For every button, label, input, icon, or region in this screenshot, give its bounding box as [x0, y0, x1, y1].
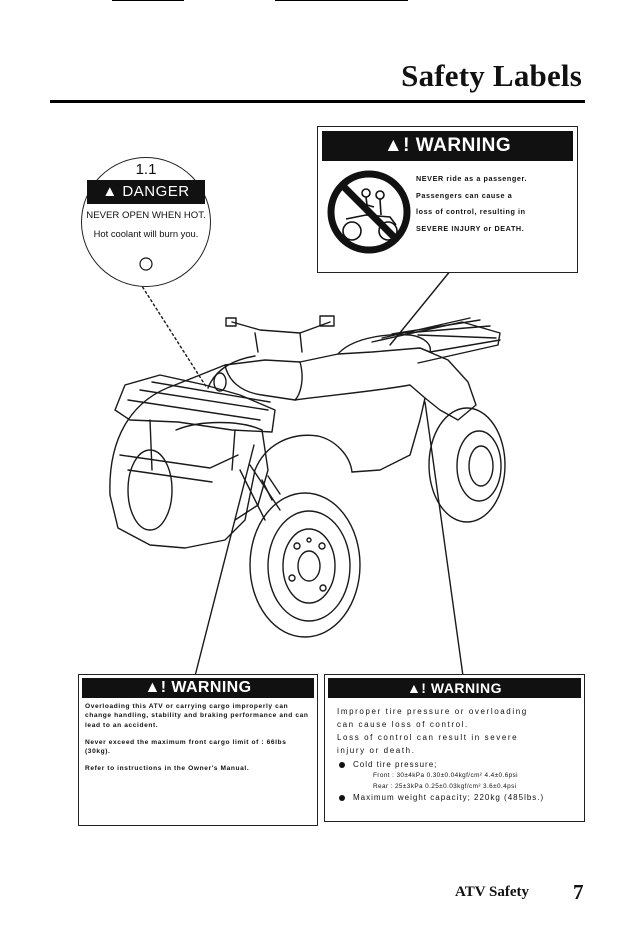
passenger-warning-line-2: Passengers can cause a: [416, 190, 513, 200]
bullet-dot-icon: [339, 795, 345, 801]
no-passenger-icon: [326, 169, 412, 255]
cargo-warning-label: [78, 674, 318, 826]
danger-heading: DANGER: [122, 183, 190, 200]
cargo-warning-para-2: Never exceed the maximum front cargo limit of : 66lbs (30kg).: [85, 738, 287, 756]
passenger-warning-text: [416, 171, 574, 237]
warning-triangle-icon: ▲!: [383, 135, 411, 156]
passenger-warning-line-1: NEVER ride as a passenger.: [416, 174, 528, 183]
tire-bullet-2: Maximum weight capacity; 220kg (485lbs.): [353, 793, 545, 802]
passenger-warning-line-4: SEVERE INJURY or DEATH.: [416, 223, 525, 233]
cargo-warning-para-1: Overloading this ATV or carrying cargo improperly can change handling, stability and braking performance and can lead to an accident.: [85, 703, 309, 729]
passenger-warning-label: [317, 126, 578, 273]
bullet-item: [337, 759, 583, 770]
warning-header: [322, 131, 573, 161]
radiator-cap-icon: [138, 256, 154, 272]
tire-rear-pressure: Rear : 25±3kPa 0.25±0.03kgf/cm² 3.6±0.4psi: [373, 783, 517, 790]
tire-warning-header: [328, 678, 581, 698]
danger-header: [87, 180, 205, 204]
tire-bullet-1: Cold tire pressure;: [353, 760, 438, 769]
cargo-warning-para-3: Refer to instructions in the Owner's Manual.: [85, 765, 250, 773]
tire-warning-bullets: [337, 759, 583, 803]
tire-warning-heading: WARNING: [430, 680, 503, 696]
tire-warning-line-4: injury or death.: [337, 746, 416, 755]
coolant-danger-label: [81, 157, 211, 287]
tire-front-pressure: Front : 30±4kPa 0.30±0.04kgf/cm² 4.4±0.6psi: [373, 772, 518, 779]
tire-warning-label: [324, 674, 585, 822]
tire-warning-line-2: can cause loss of control.: [337, 720, 469, 729]
warning-triangle-icon: ▲!: [144, 679, 167, 696]
danger-line-1: NEVER OPEN WHEN HOT.: [86, 210, 206, 221]
bullet-dot-icon: [339, 762, 345, 768]
passenger-warning-line-3: loss of control, resulting in: [416, 207, 526, 216]
page-title: Safety Labels: [401, 58, 582, 93]
bullet-item: [337, 792, 583, 803]
tire-warning-line-3: Loss of control can result in severe: [337, 733, 519, 742]
cargo-warning-header: [82, 678, 314, 698]
label-number: 1.1: [135, 161, 157, 178]
tire-warning-text: [337, 705, 577, 757]
warning-heading: WARNING: [415, 135, 512, 156]
warning-triangle-icon: ▲!: [406, 680, 427, 696]
footer-section-title: ATV Safety: [455, 884, 530, 900]
cargo-warning-text: [85, 702, 311, 782]
cargo-warning-heading: WARNING: [171, 679, 252, 696]
danger-triangle-icon: ▲: [102, 183, 118, 200]
tire-warning-line-1: Improper tire pressure or overloading: [337, 707, 528, 716]
page-number: 7: [573, 880, 584, 904]
danger-line-2: Hot coolant will burn you.: [93, 228, 199, 239]
